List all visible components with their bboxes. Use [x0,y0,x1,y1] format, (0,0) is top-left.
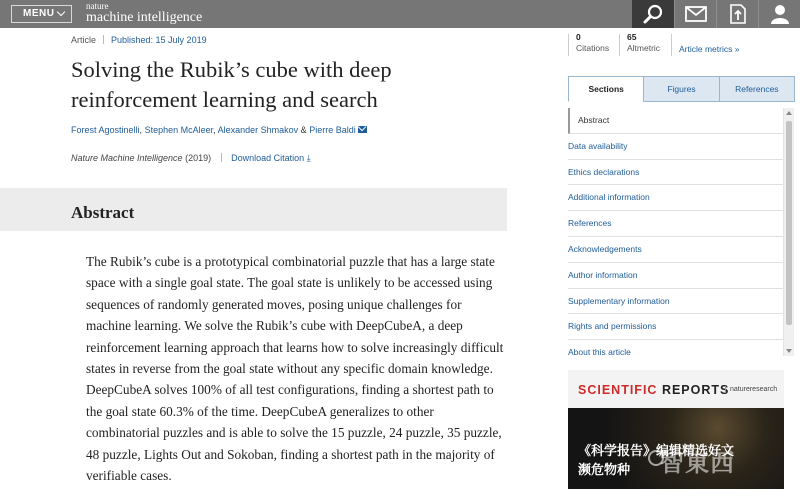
divider [568,34,569,56]
ad-brand-dark: REPORTS [661,383,730,397]
author-link[interactable]: Stephen McAleer [144,125,214,135]
publication-year: (2019) [185,153,212,163]
navigation-tabs [568,76,794,102]
section-link-supplementary-information[interactable]: Supplementary information [568,289,783,315]
tab-references[interactable]: References [719,76,795,102]
menu-button-label: MENU [23,8,55,19]
journal-logo[interactable] [86,2,202,25]
published-date: Published: 15 July 2019 [111,35,207,45]
section-link-abstract[interactable]: Abstract [568,108,783,134]
abstract-text: The Rubik’s cube is a prototypical combinatorial puzzle that has a large state space with a single goal state. The goal state is unlikely to be accessed using sequences of randomly generated moves, posing unique challenges for machine learning. We solve the Rubik’s cube with DeepCubeA, a deep reinforcement learning approach that learns how to solve increasingly difficult states in reverse from the goal state without any specific domain knowledge. DeepCubeA solves 100% of all test configurations, finding a shortest path to the goal state 60.3% of the time. DeepCubeA generalizes to other combinatorial puzzles and is able to solve the 15 puzzle, 24 puzzle, 35 puzzle, 48 puzzle, Lights Out and Sokoban, finding a shortest path in the majority of verifiable cases. [86,254,504,484]
tab-figures[interactable]: Figures [643,76,719,102]
author-separator: , [139,125,145,135]
author-link[interactable]: Forest Agostinelli [71,125,140,135]
article-title: Solving the Rubik’s cube with deep reinforcement learning and search [71,57,392,112]
email-alert-button[interactable] [674,0,716,28]
citations-label: Citations [576,43,610,53]
section-link-references[interactable]: References [568,211,783,237]
chevron-down-icon [57,8,65,16]
tab-sections[interactable]: Sections [568,76,644,102]
altmetric-metric [627,32,660,54]
ad-headline: 《科学报告》编辑精选好文 [578,443,735,458]
download-icon: ⤓ [306,153,311,163]
article-metrics [568,32,800,58]
top-navigation-bar [0,0,800,28]
divider [221,153,222,162]
journal-logo-small: nature [86,1,109,11]
citations-metric [576,32,609,54]
abstract-heading: Abstract [71,203,135,222]
section-link-additional-information[interactable]: Additional information [568,185,783,211]
altmetric-score: 65 [627,32,637,42]
section-link-author-information[interactable]: Author information [568,263,783,289]
mail-icon [685,6,707,22]
section-link-ethics-declarations[interactable]: Ethics declarations [568,160,783,186]
account-button[interactable] [758,0,800,28]
scrollbar-thumb[interactable] [786,121,792,325]
article-metrics-link[interactable]: Article metrics » [679,44,740,54]
citations-count: 0 [576,32,581,42]
menu-button[interactable] [11,5,72,23]
submit-icon [730,4,746,24]
watermark-text: 智東西 [660,450,735,477]
search-icon [642,3,664,25]
citation-line [71,153,311,164]
publisher-logo: natureresearch [725,386,777,393]
sections-scrollbar[interactable] [783,108,794,356]
author-link[interactable]: Alexander Shmakov [217,125,299,135]
scroll-up-arrow-icon[interactable] [786,111,792,115]
search-button[interactable] [632,0,674,28]
ad-header [568,370,784,408]
sections-list [568,108,783,356]
submit-button[interactable] [716,0,758,28]
article-type: Article [71,35,97,45]
email-author-icon[interactable] [358,126,367,133]
section-link-about-this-article[interactable]: About this article [568,340,783,356]
scroll-down-arrow-icon[interactable] [786,349,792,353]
article-meta-line [71,35,207,45]
section-link-data-availability[interactable]: Data availability [568,134,783,160]
download-citation-link[interactable] [231,153,311,163]
download-citation-label: Download Citation [231,153,305,163]
ad-subheadline: 濒危物种 [578,462,631,477]
divider [103,35,104,44]
author-separator: & [298,125,310,135]
ad-brand-red: SCIENTIFIC [578,383,658,397]
author-separator: , [213,125,218,135]
account-icon [771,4,789,24]
divider [671,34,672,56]
journal-name: Nature Machine Intelligence [71,153,183,163]
divider [619,34,620,56]
altmetric-label: Altmetric [627,43,661,53]
section-link-rights-and-permissions[interactable]: Rights and permissions [568,314,783,340]
scientific-reports-logo [578,383,729,397]
author-link[interactable]: Pierre Baldi [309,125,356,135]
section-link-acknowledgements[interactable]: Acknowledgements [568,237,783,263]
journal-logo-large: machine intelligence [86,10,203,25]
author-list [71,125,367,135]
